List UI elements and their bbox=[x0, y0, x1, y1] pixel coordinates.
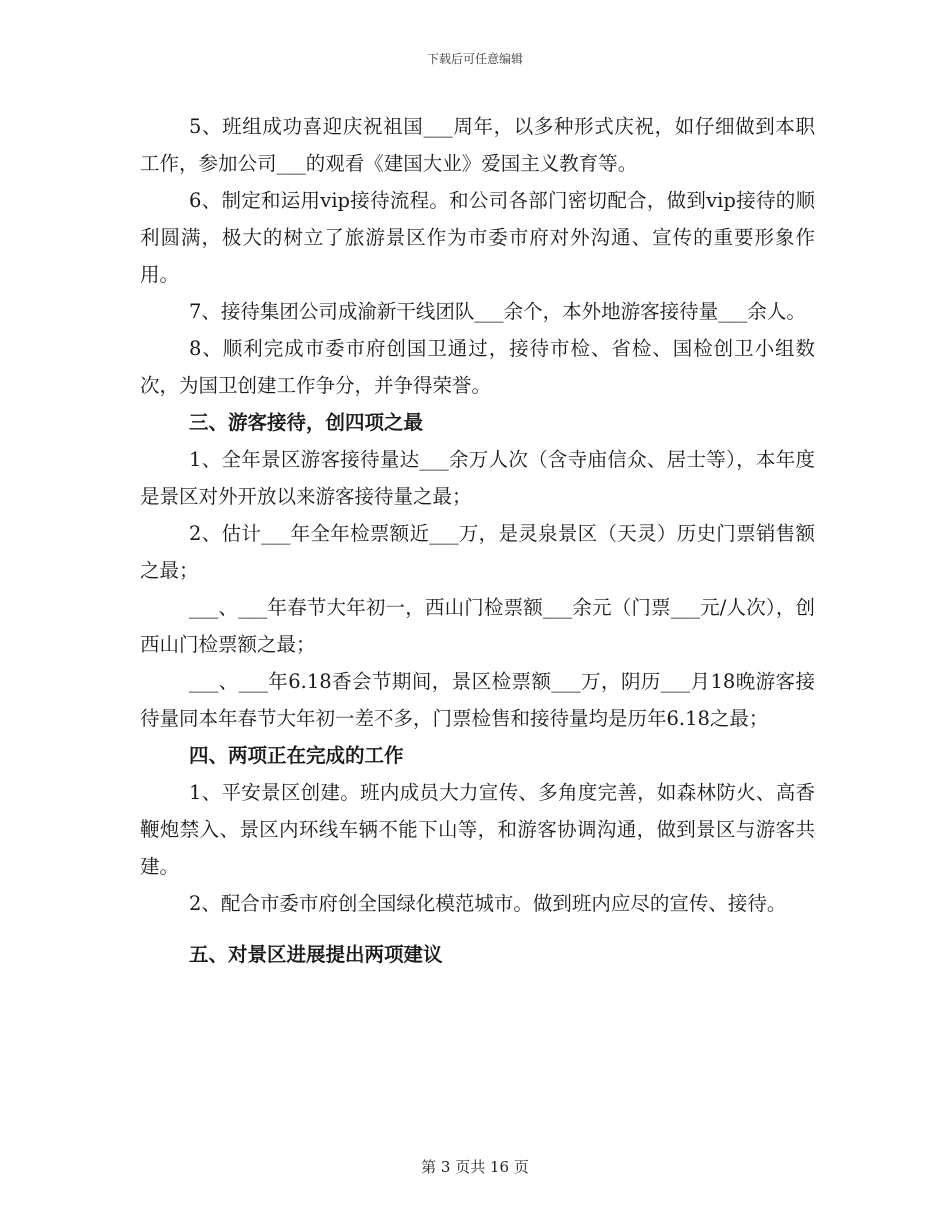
paragraph-item-6: 6、制定和运用vip接待流程。和公司各部门密切配合，做到vip接待的顺利圆满，极大的树立了旅游景区作为市委市府对外沟通、宣传的重要形象作用。 bbox=[140, 189, 815, 286]
paragraph-visitor-1: 1、全年景区游客接待量达___余万人次（含寺庙信众、居士等），本年度是景区对外开放以来游客接待量之最； bbox=[140, 448, 815, 508]
section-heading-3: 三、游客接待，创四项之最 bbox=[189, 411, 424, 434]
document-body bbox=[140, 108, 815, 973]
paragraph-visitor-3: ___、___年春节大年初一，西山门检票额___余元（门票___元/人次），创西山门检票额之最； bbox=[140, 596, 815, 656]
paragraph-item-8: 8、顺利完成市委市府创国卫通过，接待市检、省检、国检创卫小组数次，为国卫创建工作争分，并争得荣誉。 bbox=[140, 337, 815, 397]
section-heading-5: 五、对景区进展提出两项建议 bbox=[189, 943, 443, 966]
section-heading-4: 四、两项正在完成的工作 bbox=[189, 744, 404, 767]
paragraph-work-1: 1、平安景区创建。班内成员大力宣传、多角度完善，如森林防火、高香鞭炮禁入、景区内环线车辆不能下山等，和游客协调沟通，做到景区与游客共建。 bbox=[140, 781, 815, 878]
paragraph-visitor-2: 2、估计___年全年检票额近___万，是灵泉景区（天灵）历史门票销售额之最； bbox=[140, 522, 815, 582]
paragraph-item-7: 7、接待集团公司成渝新干线团队___余个，本外地游客接待量___余人。 bbox=[189, 300, 806, 323]
page-header: 下载后可任意编辑 bbox=[426, 52, 523, 66]
paragraph-visitor-4: ___、___年6.18香会节期间，景区检票额___万，阴历___月18晚游客接待量同本年春节大年初一差不多，门票检售和接待量均是历年6.18之最； bbox=[140, 670, 815, 730]
paragraph-work-2: 2、配合市委市府创全国绿化模范城市。做到班内应尽的宣传、接待。 bbox=[189, 892, 787, 915]
page-footer: 第 3 页共 16 页 bbox=[421, 1158, 529, 1176]
paragraph-item-5: 5、班组成功喜迎庆祝祖国___周年，以多种形式庆祝，如仔细做到本职工作，参加公司___的观看《建国大业》爱国主义教育等。 bbox=[140, 115, 815, 175]
